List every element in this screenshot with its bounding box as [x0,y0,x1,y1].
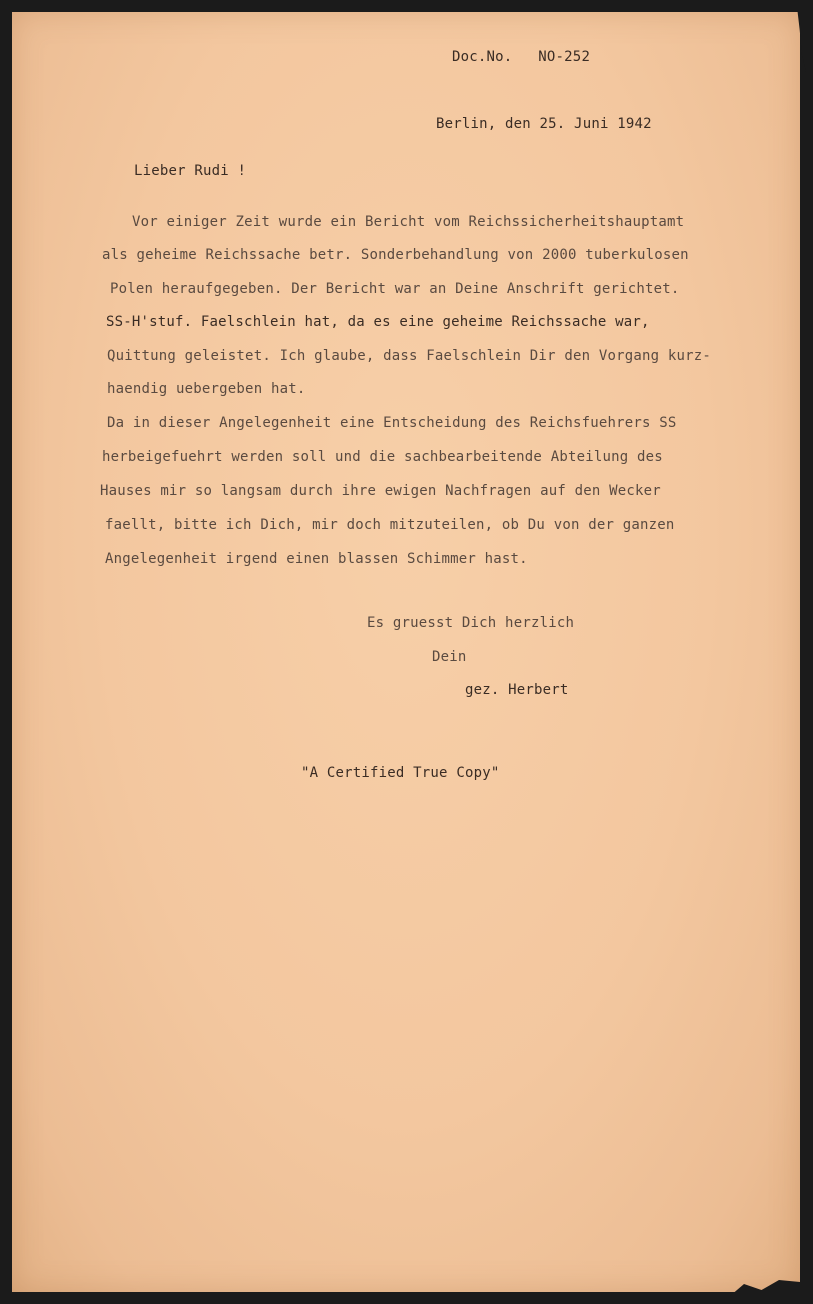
letter-line: Hauses mir so langsam durch ihre ewigen Nachfragen auf den Wecker [100,483,661,499]
closing-greeting: Es gruesst Dich herzlich [367,615,575,631]
certification-note: "A Certified True Copy" [301,765,500,781]
signature: gez. Herbert [465,682,569,698]
letter-line: als geheime Reichssache betr. Sonderbehandlung von 2000 tuberkulosen [102,247,689,263]
letter-line: Polen heraufgegeben. Der Bericht war an Deine Anschrift gerichtet. [110,281,680,297]
closing-dein: Dein [432,649,467,665]
doc-no-label: Doc.No. [452,49,513,65]
letter-line: Angelegenheit irgend einen blassen Schimmer hast. [105,551,528,567]
document-number [452,49,590,65]
letter-line: herbeigefuehrt werden soll und die sachbearbeitende Abteilung des [102,449,663,465]
doc-no-value: NO-252 [538,49,591,65]
place-and-date: Berlin, den 25. Juni 1942 [436,116,652,132]
letter-line: Vor einiger Zeit wurde ein Bericht vom Reichssicherheitshauptamt [132,214,685,230]
letter-line: SS-H'stuf. Faelschlein hat, da es eine geheime Reichssache war, [106,314,650,330]
letter-line: Da in dieser Angelegenheit eine Entscheidung des Reichsfuehrers SS [107,415,677,431]
paper-sheet [12,12,800,1292]
letter-line: haendig uebergeben hat. [107,381,306,397]
letter-line: Quittung geleistet. Ich glaube, dass Faelschlein Dir den Vorgang kurz- [107,348,712,364]
salutation: Lieber Rudi ! [134,163,247,179]
letter-line: faellt, bitte ich Dich, mir doch mitzuteilen, ob Du von der ganzen [105,517,675,533]
